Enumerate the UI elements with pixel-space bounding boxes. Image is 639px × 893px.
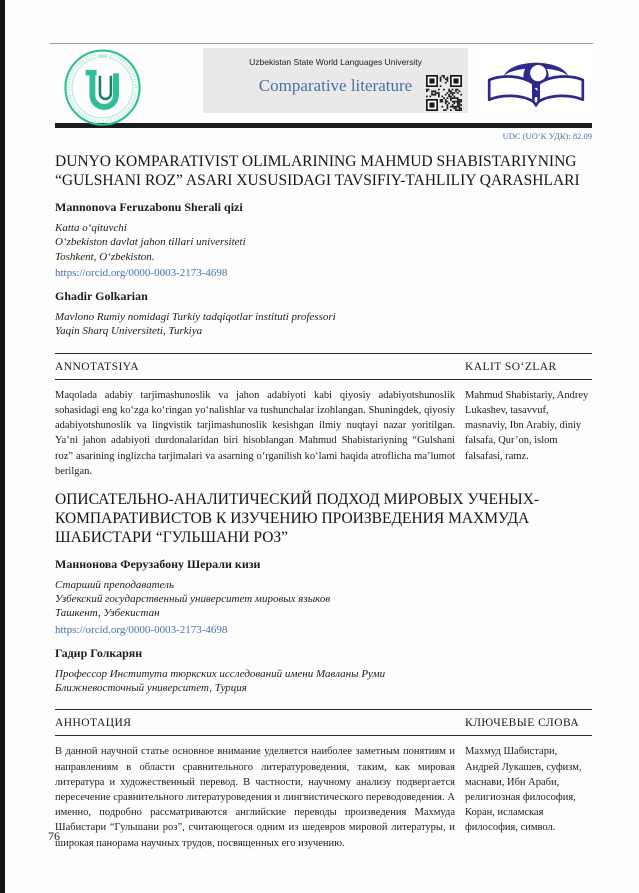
page-left-edge <box>0 0 5 893</box>
author2-affiliation-uz <box>55 310 592 339</box>
abstract-section-header-uz <box>55 353 592 380</box>
author2-name-ru: Гадир Голкарян <box>55 645 143 660</box>
qr-code-icon <box>426 75 462 111</box>
page-content <box>55 48 592 851</box>
orcid-link-wrap <box>55 267 592 280</box>
udc-label: UDC (UO‘K УДК): 82.09 <box>502 131 592 141</box>
abstract-text-ru: В данной научной статье основное внимание уделяется наиболее заметным понятиям и направлениям в области сравнительного литературоведения, таким, как мировая литература и художественный перевод. В частности, научному анализу подвергается пересечение сравнительного литературоведения и лингвистического переводоведения. А именно, подробно рассматриваются английские переводы произведения Махмуда Шабистари “Гульшани роз”, считающегося одним из шедевров мировой литературы, и широкая панорама научных трудов, посвященных его изучению. <box>55 746 455 849</box>
affiliation-line: Yaqin Sharq Universiteti, Turkiya <box>55 325 203 338</box>
journal-title: Comparative literature <box>258 76 413 95</box>
abstract-label-ru: АННОТАЦИЯ <box>55 717 132 730</box>
abstract-body-ru <box>55 736 592 851</box>
page-number: 76 <box>48 829 60 843</box>
orcid-link-wrap <box>55 624 592 637</box>
seal-year: 1992 <box>97 53 108 59</box>
affiliation-line: Профессор Института тюркских исследований имени Мавланы Руми <box>55 667 386 680</box>
journal-title-box <box>203 48 468 113</box>
abstract-text-uz: Maqolada adabiy tarjimashunoslik va jahon adabiyoti kabi qiyosiy adabiyotshunoslik sohasidagi eng ko‘zga ko‘ringan yo‘nalishlar va tushunchalar izohlangan. Shuningdek, qiyosiy adabiyotshunoslik va lingvistik tarjimashunoslik kesishgan ilmiy nuqtayi nazar yoritilgan. Ya’ni jahon adabiyoti durdonalaridan biri hisoblangan Mahmud Shabistariyning “Gulshani roz” asarining inglizcha tarjimalari va asarning o‘rganilish ko‘lami haqida atroflicha ma’lumot berilgan. <box>55 389 455 477</box>
author1-affiliation-uz <box>55 221 592 264</box>
author2-affiliation-ru <box>55 667 592 696</box>
affiliation-line: Узбекский государственный университет мировых языков <box>55 593 331 605</box>
affiliation-line: Старший преподаватель <box>55 578 174 591</box>
affiliation-line: Ближневосточный университет, Турция <box>55 682 247 695</box>
abstract-body-uz <box>55 380 592 479</box>
affiliation-line: Mavlono Rumiy nomidagi Turkiy tadqiqotlar instituti professori <box>55 311 336 324</box>
keywords-text-uz: Mahmud Shabistariy, Andrey Lukashev, tasavvuf, masnaviy, Ibn Arabiy, diniy falsafa, Qur’on, islom falsafasi, ramz. <box>465 389 589 462</box>
abstract-section-header-ru <box>55 709 592 736</box>
abstract-label-uz: ANNOTATSIYA <box>55 360 139 373</box>
publisher-book-logo-icon <box>480 48 592 110</box>
university-name: Uzbekistan State World Languages University <box>249 57 422 67</box>
top-rule <box>50 43 593 44</box>
journal-header <box>55 48 592 114</box>
abstract-section-uz <box>55 353 592 479</box>
abstract-section-ru <box>55 709 592 851</box>
orcid-link-uz[interactable]: https://orcid.org/0000-0003-2173-4698 <box>55 266 228 279</box>
russian-block <box>55 491 592 851</box>
affiliation-line: Katta o‘qituvchi <box>55 222 127 234</box>
article-title-ru: ОПИСАТЕЛЬНО-АНАЛИТИЧЕСКИЙ ПОДХОД МИРОВЫХ УЧЕНЫХ-КОМПАРАТИВИСТОВ К ИЗУЧЕНИЮ ПРОИЗВЕДЕНИЯ МАХМУДА ШАБИСТАРИ “ГУЛЬШАНИ РОЗ” <box>55 490 540 546</box>
affiliation-line: Toshkent, O‘zbekiston. <box>55 250 155 263</box>
author1-name-uz: Mannonova Feruzabonu Sherali qizi <box>55 200 243 214</box>
article-title-uz: DUNYO KOMPARATIVIST OLIMLARINING MAHMUD SHABISTARIYNING “GULSHANI ROZ” ASARI XUSUSIDAGI TAVSIFIY-TAHLILIY QARASHLARI <box>55 153 580 190</box>
keywords-label-ru: КЛЮЧЕВЫЕ СЛОВА <box>465 717 580 730</box>
university-seal-icon <box>60 48 145 133</box>
author1-affiliation-ru <box>55 578 592 621</box>
keywords-text-ru: Махмуд Шабистари, Андрей Лукашев, суфизм, маснави, Ибн Араби, религиозная философия, Коран, исламская философия, символ. <box>465 746 582 834</box>
affiliation-line: O‘zbekiston davlat jahon tillari universiteti <box>55 236 246 249</box>
author2-name-uz: Ghadir Golkarian <box>55 289 148 304</box>
affiliation-line: Ташкент, Узбекистан <box>55 607 160 620</box>
author1-name-ru: Маннонова Ферузабону Шерали кизи <box>55 556 261 571</box>
orcid-link-ru[interactable]: https://orcid.org/0000-0003-2173-4698 <box>55 623 228 636</box>
keywords-label-uz: KALIT SO‘ZLAR <box>465 360 557 373</box>
